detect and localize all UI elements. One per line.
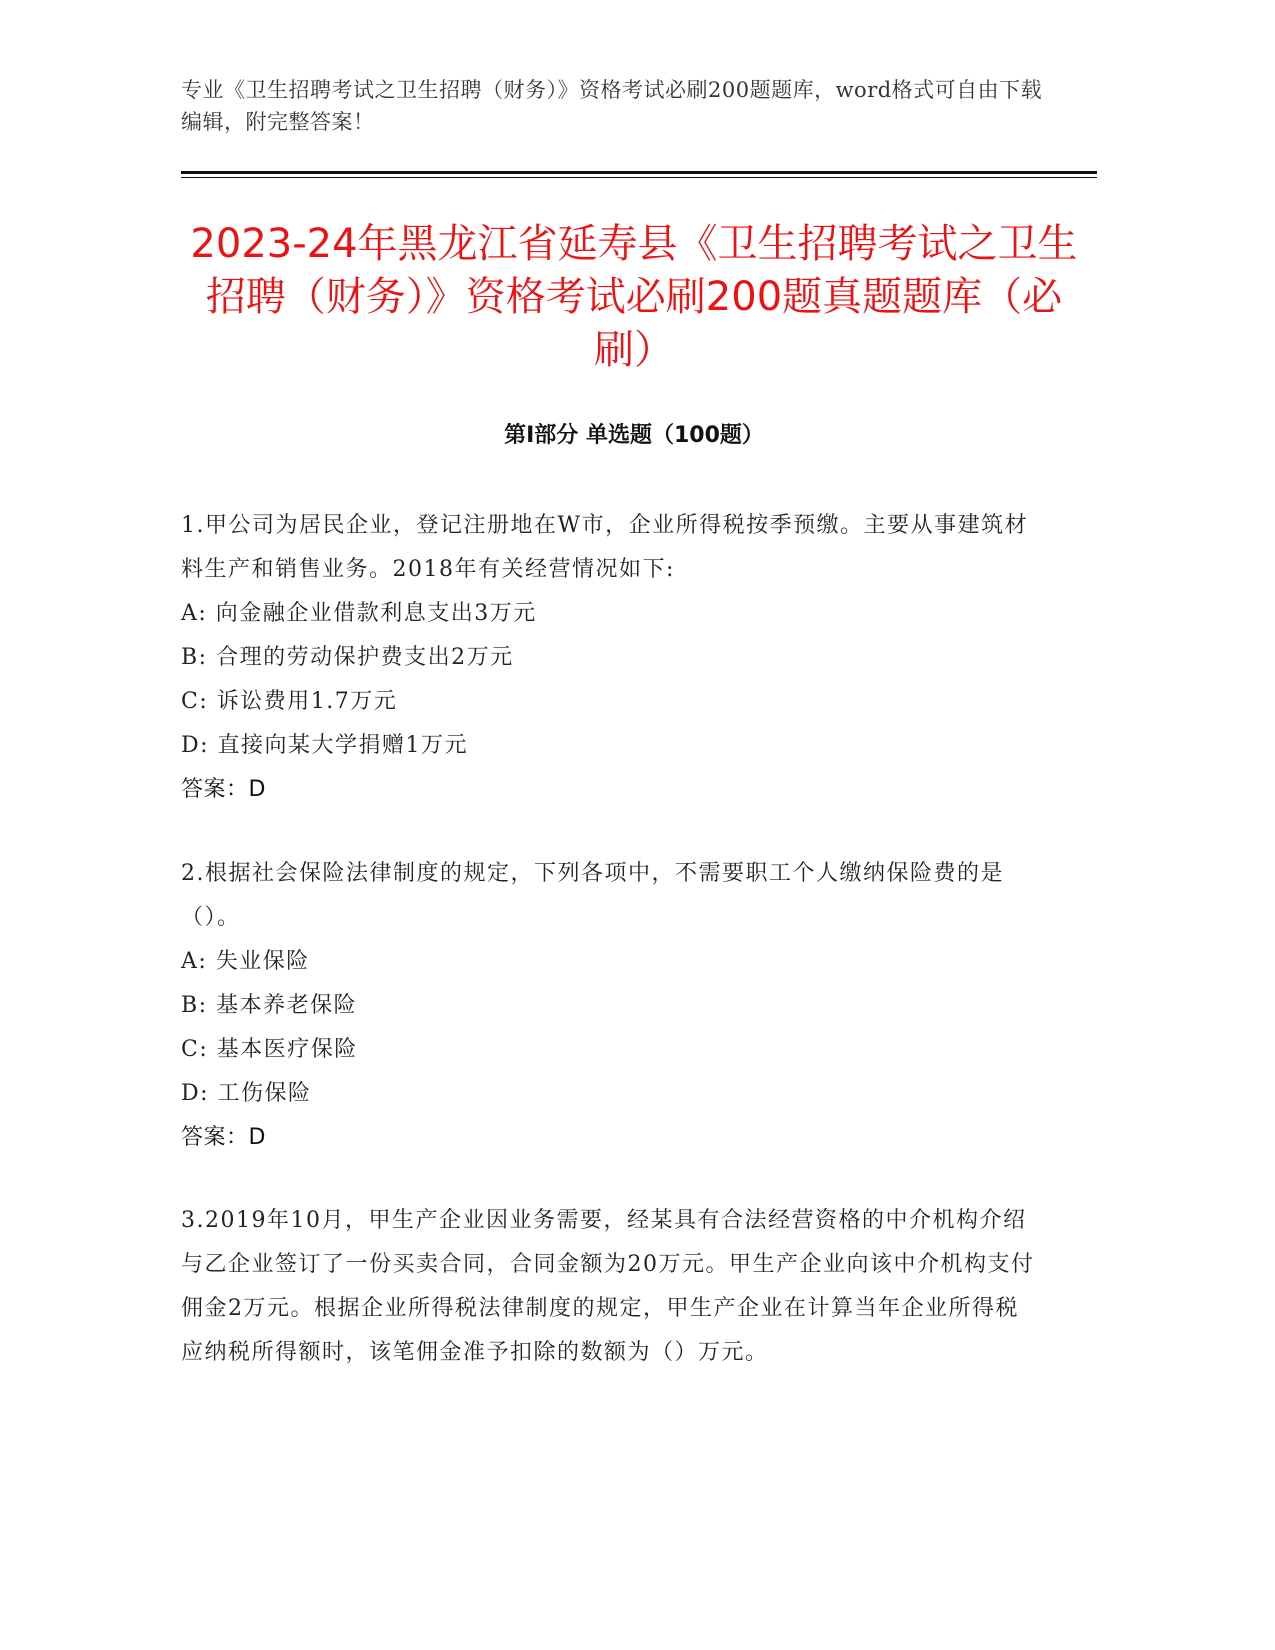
section-heading: 第Ⅰ部分 单选题（100题） — [504, 423, 764, 448]
option-b: B: 基本养老保险 — [181, 993, 358, 1018]
header-note: 专业《卫生招聘考试之卫生招聘（财务）》资格考试必刷200题题库，word格式可自由下载编辑，附完整答案！ — [181, 78, 1043, 134]
option-a: A: 向金融企业借款利息支出3万元 — [181, 601, 537, 626]
option-c: C: 基本医疗保险 — [181, 1037, 358, 1062]
question-item — [181, 1199, 1041, 1375]
header-divider-thick — [181, 171, 1097, 174]
question-stem: 3.2019年10月，甲生产企业因业务需要，经某具有合法经营资格的中介机构介绍与乙企业签订了一份买卖合同，合同金额为20万元。甲生产企业向该中介机构支付佣金2万元。根据企业所得税法律制度的规定，甲生产企业在计算当年企业所得税应纳税所得额时，该笔佣金准予扣除的数额为（）万元。 — [181, 1208, 1035, 1365]
document-title: 2023-24年黑龙江省延寿县《卫生招聘考试之卫生招聘（财务）》资格考试必刷200题真题题库（必刷） — [190, 221, 1078, 373]
question-stem: 2.根据社会保险法律制度的规定，下列各项中，不需要职工个人缴纳保险费的是（）。 — [181, 861, 1004, 930]
header-divider-thin — [181, 177, 1097, 178]
answer-line: 答案：D — [181, 777, 266, 802]
question-stem: 1.甲公司为居民企业，登记注册地在W市，企业所得税按季预缴。主要从事建筑材料生产和销售业务。2018年有关经营情况如下: — [181, 513, 1029, 582]
option-d: D: 工伤保险 — [181, 1081, 312, 1106]
option-a: A: 失业保险 — [181, 949, 310, 974]
option-d: D: 直接向某大学捐赠1万元 — [181, 733, 469, 758]
question-item — [181, 504, 1041, 812]
answer-line: 答案：D — [181, 1125, 266, 1150]
option-b: B: 合理的劳动保护费支出2万元 — [181, 645, 514, 670]
question-item — [181, 852, 1041, 1160]
option-c: C: 诉讼费用1.7万元 — [181, 689, 398, 714]
